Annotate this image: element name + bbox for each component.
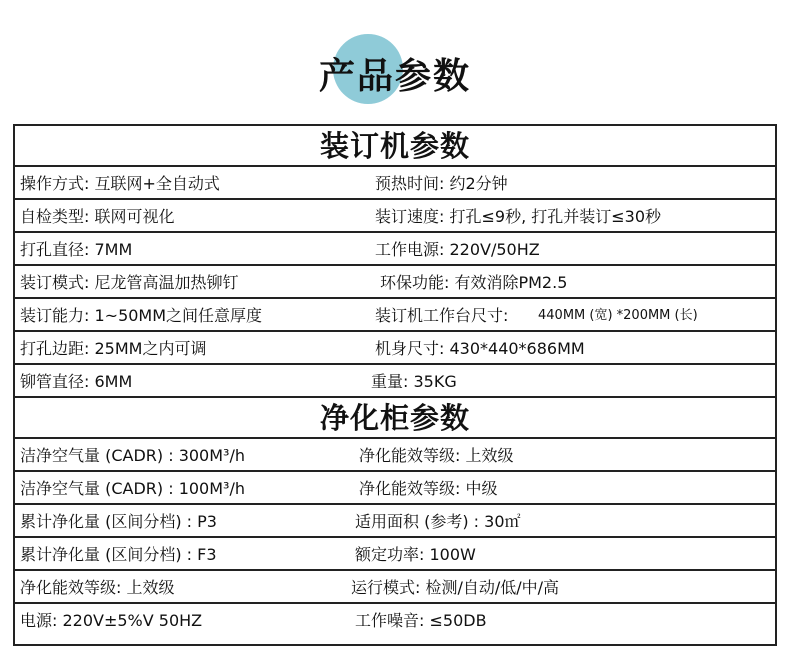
param-right: 工作噪音: ≤50DB: [355, 611, 487, 630]
param-right: 运行模式: 检测/自动/低/中/高: [351, 578, 560, 597]
param-right: 净化能效等级: 上效级: [359, 446, 514, 465]
param-left: 电源: 220V±5%V 50HZ: [20, 611, 203, 630]
param-left: 装订能力: 1~50MM之间任意厚度: [20, 306, 263, 325]
table-row: [15, 505, 775, 538]
param-left: 铆管直径: 6MM: [20, 372, 133, 391]
param-right: 适用面积 (参考) : 30㎡: [355, 512, 521, 531]
param-left: 操作方式: 互联网+全自动式: [20, 174, 220, 193]
param-left: 打孔边距: 25MM之内可调: [20, 339, 207, 358]
table-row: [15, 167, 775, 200]
table-row: [15, 266, 775, 299]
param-left: 装订模式: 尼龙管高温加热铆钉: [20, 273, 239, 292]
param-right: 净化能效等级: 中级: [359, 479, 498, 498]
parameters-table: [13, 124, 777, 646]
param-left: 洁净空气量 (CADR) : 300M³/h: [20, 446, 245, 465]
param-right: 装订速度: 打孔≤9秒, 打孔并装订≤30秒: [375, 207, 662, 226]
table-row: [15, 200, 775, 233]
table-row: [15, 365, 775, 398]
table-row: [15, 604, 775, 637]
param-right: 工作电源: 220V/50HZ: [375, 240, 540, 259]
table-row: [15, 299, 775, 332]
param-right: 预热时间: 约2分钟: [375, 174, 508, 193]
table-row: [15, 332, 775, 365]
table-row: [15, 233, 775, 266]
binding-section-header: 装订机参数: [15, 126, 775, 167]
page-title: 产品参数: [318, 56, 471, 97]
table-row: [15, 472, 775, 505]
purifier-section-header: 净化柜参数: [15, 398, 775, 439]
param-right: 重量: 35KG: [371, 372, 457, 391]
table-row: [15, 439, 775, 472]
param-right: 装订机工作台尺寸:: [375, 306, 509, 325]
param-left: 累计净化量 (区间分档) : F3: [20, 545, 217, 564]
param-right: 额定功率: 100W: [355, 545, 476, 564]
param-left: 洁净空气量 (CADR) : 100M³/h: [20, 479, 245, 498]
param-left: 打孔直径: 7MM: [20, 240, 133, 259]
param-right-detail: 440MM (宽) *200MM (长): [538, 308, 698, 323]
param-left: 净化能效等级: 上效级: [20, 578, 175, 597]
param-right: 环保功能: 有效消除PM2.5: [380, 273, 568, 292]
param-left: 累计净化量 (区间分档) : P3: [20, 512, 217, 531]
table-row: [15, 571, 775, 604]
param-right: 机身尺寸: 430*440*686MM: [375, 339, 585, 358]
table-row: [15, 538, 775, 571]
title-area: [0, 34, 790, 104]
param-left: 自检类型: 联网可视化: [20, 207, 175, 226]
